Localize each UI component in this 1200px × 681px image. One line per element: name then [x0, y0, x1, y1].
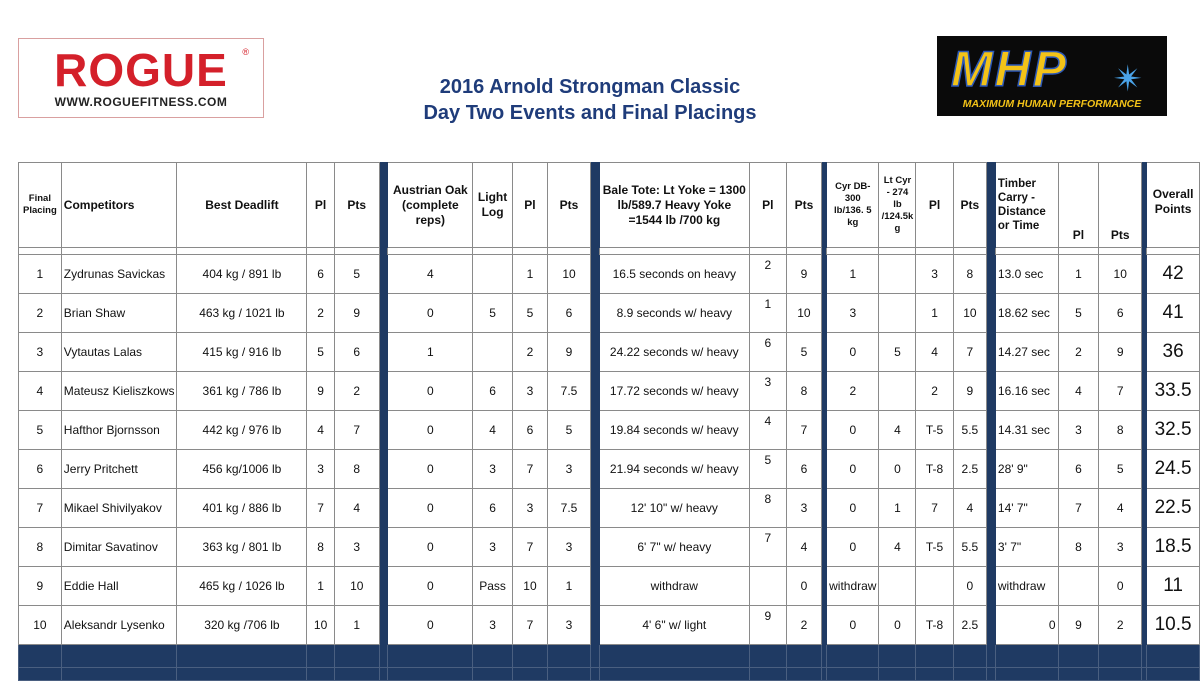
light-log-cell: 3 — [473, 450, 513, 489]
bale-place-cell: 5 — [749, 450, 786, 489]
header-austrian-oak: Austrian Oak (complete reps) — [388, 163, 473, 248]
header-row — [19, 163, 1200, 248]
overall-points-cell: 11 — [1147, 567, 1200, 606]
timber-points-cell: 5 — [1099, 450, 1142, 489]
header-pl-1: Pl — [307, 163, 335, 248]
deadlift-place-cell: 1 — [307, 567, 335, 606]
timber-points-cell: 3 — [1099, 528, 1142, 567]
timber-points-cell: 4 — [1099, 489, 1142, 528]
deadlift-points-cell: 6 — [334, 333, 379, 372]
column-separator — [987, 163, 996, 248]
austrian-oak-cell: 0 — [388, 528, 473, 567]
column-separator — [987, 411, 996, 450]
deadlift-place-cell: 4 — [307, 411, 335, 450]
lt-cyr-cell: 0 — [879, 606, 916, 645]
column-separator — [379, 567, 388, 606]
final-placing-cell: 8 — [19, 528, 62, 567]
timber-place-cell: 2 — [1058, 333, 1099, 372]
column-separator — [987, 606, 996, 645]
cyr-points-cell: 0 — [953, 567, 986, 606]
column-separator — [590, 333, 599, 372]
table-row — [19, 411, 1200, 450]
oak-log-place-cell: 5 — [512, 294, 547, 333]
bale-place-cell — [749, 567, 786, 606]
column-separator — [379, 528, 388, 567]
cyr-place-cell: 7 — [916, 489, 953, 528]
bale-place-cell: 7 — [749, 528, 786, 567]
header-deadlift: Best Deadlift — [177, 163, 307, 248]
column-separator — [590, 411, 599, 450]
header-pts-4: Pts — [953, 163, 986, 248]
column-separator — [379, 606, 388, 645]
final-placing-cell: 6 — [19, 450, 62, 489]
oak-log-place-cell: 7 — [512, 528, 547, 567]
overall-points-cell: 42 — [1147, 255, 1200, 294]
deadlift-cell: 361 kg / 786 lb — [177, 372, 307, 411]
rogue-logo-word: ROGUE — [54, 44, 228, 96]
deadlift-points-cell: 2 — [334, 372, 379, 411]
lt-cyr-cell — [879, 255, 916, 294]
timber-place-cell: 3 — [1058, 411, 1099, 450]
competitor-name-cell: Brian Shaw — [61, 294, 177, 333]
header-pts-1: Pts — [334, 163, 379, 248]
austrian-oak-cell: 0 — [388, 411, 473, 450]
oak-log-points-cell: 3 — [548, 606, 591, 645]
deadlift-cell: 320 kg /706 lb — [177, 606, 307, 645]
oak-log-place-cell: 7 — [512, 606, 547, 645]
timber-points-cell: 8 — [1099, 411, 1142, 450]
cyr-db-cell: 0 — [827, 450, 879, 489]
bale-points-cell: 5 — [786, 333, 821, 372]
competitor-name-cell: Vytautas Lalas — [61, 333, 177, 372]
header-competitors: Competitors — [61, 163, 177, 248]
column-separator — [379, 450, 388, 489]
rogue-logo — [18, 38, 264, 118]
deadlift-cell: 442 kg / 976 lb — [177, 411, 307, 450]
mhp-star-icon: ✴ — [1113, 58, 1144, 99]
cyr-place-cell: T-5 — [916, 528, 953, 567]
table-row — [19, 294, 1200, 333]
light-log-cell: 6 — [473, 372, 513, 411]
column-separator — [987, 255, 996, 294]
overall-points-cell: 18.5 — [1147, 528, 1200, 567]
cyr-points-cell: 2.5 — [953, 606, 986, 645]
competitor-name-cell: Jerry Pritchett — [61, 450, 177, 489]
timber-carry-cell: 3' 7" — [995, 528, 1058, 567]
timber-carry-cell: withdraw — [995, 567, 1058, 606]
column-separator — [987, 333, 996, 372]
cyr-db-cell: 1 — [827, 255, 879, 294]
light-log-cell — [473, 333, 513, 372]
column-separator — [379, 411, 388, 450]
cyr-db-cell: 0 — [827, 333, 879, 372]
timber-points-cell: 6 — [1099, 294, 1142, 333]
oak-log-points-cell: 10 — [548, 255, 591, 294]
cyr-db-cell: withdraw — [827, 567, 879, 606]
bale-tote-cell: 12' 10" w/ heavy — [599, 489, 749, 528]
light-log-cell: 3 — [473, 606, 513, 645]
cyr-place-cell: T-5 — [916, 411, 953, 450]
column-separator — [379, 333, 388, 372]
overall-points-cell: 32.5 — [1147, 411, 1200, 450]
light-log-cell — [473, 255, 513, 294]
column-separator — [987, 294, 996, 333]
deadlift-points-cell: 7 — [334, 411, 379, 450]
bale-tote-cell: 6' 7" w/ heavy — [599, 528, 749, 567]
oak-log-points-cell: 7.5 — [548, 489, 591, 528]
final-placing-cell: 4 — [19, 372, 62, 411]
table-row — [19, 489, 1200, 528]
header-placing: Final Placing — [19, 163, 62, 248]
timber-points-cell: 9 — [1099, 333, 1142, 372]
bale-tote-cell: 8.9 seconds w/ heavy — [599, 294, 749, 333]
timber-carry-cell: 28' 9" — [995, 450, 1058, 489]
oak-log-points-cell: 3 — [548, 528, 591, 567]
timber-place-cell — [1058, 567, 1099, 606]
lt-cyr-cell: 4 — [879, 411, 916, 450]
overall-points-cell: 22.5 — [1147, 489, 1200, 528]
column-separator — [987, 489, 996, 528]
overall-points-cell: 41 — [1147, 294, 1200, 333]
mhp-logo-tagline: MAXIMUM HUMAN PERFORMANCE — [962, 98, 1142, 110]
competitor-name-cell: Hafthor Bjornsson — [61, 411, 177, 450]
deadlift-cell: 401 kg / 886 lb — [177, 489, 307, 528]
timber-carry-cell: 0 — [995, 606, 1058, 645]
light-log-cell: 5 — [473, 294, 513, 333]
oak-log-points-cell: 1 — [548, 567, 591, 606]
cyr-db-cell: 0 — [827, 528, 879, 567]
table-row — [19, 333, 1200, 372]
oak-log-points-cell: 6 — [548, 294, 591, 333]
header-lt-cyr: Lt Cyr - 274 lb /124.5k g — [879, 163, 916, 248]
deadlift-place-cell: 10 — [307, 606, 335, 645]
bale-tote-cell: 16.5 seconds on heavy — [599, 255, 749, 294]
cyr-points-cell: 7 — [953, 333, 986, 372]
lt-cyr-cell: 1 — [879, 489, 916, 528]
mhp-logo — [937, 36, 1167, 116]
column-separator — [987, 372, 996, 411]
light-log-cell: 6 — [473, 489, 513, 528]
cyr-db-cell: 0 — [827, 411, 879, 450]
cyr-db-cell: 3 — [827, 294, 879, 333]
deadlift-points-cell: 9 — [334, 294, 379, 333]
column-separator — [987, 450, 996, 489]
page-title: 2016 Arnold Strongman Classic — [439, 76, 741, 98]
oak-log-place-cell: 3 — [512, 489, 547, 528]
column-separator — [590, 255, 599, 294]
column-separator — [590, 294, 599, 333]
lt-cyr-cell — [879, 567, 916, 606]
oak-log-place-cell: 10 — [512, 567, 547, 606]
bale-place-cell: 2 — [749, 255, 786, 294]
bale-place-cell: 8 — [749, 489, 786, 528]
lt-cyr-cell: 0 — [879, 450, 916, 489]
mhp-logo-word: MHP — [951, 41, 1069, 97]
deadlift-cell: 415 kg / 916 lb — [177, 333, 307, 372]
bale-tote-cell: 19.84 seconds w/ heavy — [599, 411, 749, 450]
cyr-db-cell: 0 — [827, 489, 879, 528]
competitor-name-cell: Zydrunas Savickas — [61, 255, 177, 294]
cyr-db-cell: 2 — [827, 372, 879, 411]
column-separator — [379, 489, 388, 528]
timber-place-cell: 8 — [1058, 528, 1099, 567]
light-log-cell: 3 — [473, 528, 513, 567]
bale-points-cell: 7 — [786, 411, 821, 450]
cyr-points-cell: 5.5 — [953, 411, 986, 450]
timber-place-cell: 9 — [1058, 606, 1099, 645]
overall-points-cell: 10.5 — [1147, 606, 1200, 645]
austrian-oak-cell: 0 — [388, 294, 473, 333]
lt-cyr-cell — [879, 372, 916, 411]
header-overall-points: Overall Points — [1147, 163, 1200, 248]
column-separator — [379, 163, 388, 248]
cyr-points-cell: 2.5 — [953, 450, 986, 489]
deadlift-place-cell: 7 — [307, 489, 335, 528]
timber-points-cell: 2 — [1099, 606, 1142, 645]
header-pts-3: Pts — [786, 163, 821, 248]
timber-place-cell: 7 — [1058, 489, 1099, 528]
bale-points-cell: 0 — [786, 567, 821, 606]
cyr-points-cell: 10 — [953, 294, 986, 333]
final-placing-cell: 2 — [19, 294, 62, 333]
bale-place-cell: 6 — [749, 333, 786, 372]
bale-points-cell: 6 — [786, 450, 821, 489]
deadlift-points-cell: 8 — [334, 450, 379, 489]
oak-log-points-cell: 7.5 — [548, 372, 591, 411]
bale-points-cell: 9 — [786, 255, 821, 294]
cyr-place-cell: 1 — [916, 294, 953, 333]
deadlift-points-cell: 4 — [334, 489, 379, 528]
competitor-name-cell: Mikael Shivilyakov — [61, 489, 177, 528]
timber-place-cell: 6 — [1058, 450, 1099, 489]
results-table — [18, 162, 1200, 681]
column-separator — [590, 606, 599, 645]
bale-tote-cell: 17.72 seconds w/ heavy — [599, 372, 749, 411]
cyr-db-cell: 0 — [827, 606, 879, 645]
header-pts-2: Pts — [548, 163, 591, 248]
bale-tote-cell: withdraw — [599, 567, 749, 606]
column-separator — [987, 567, 996, 606]
competitor-name-cell: Eddie Hall — [61, 567, 177, 606]
bale-tote-cell: 4' 6" w/ light — [599, 606, 749, 645]
deadlift-cell: 456 kg/1006 lb — [177, 450, 307, 489]
deadlift-cell: 363 kg / 801 lb — [177, 528, 307, 567]
cyr-place-cell: T-8 — [916, 450, 953, 489]
table-row — [19, 606, 1200, 645]
cyr-place-cell: 4 — [916, 333, 953, 372]
final-placing-cell: 7 — [19, 489, 62, 528]
cyr-points-cell: 9 — [953, 372, 986, 411]
timber-place-cell: 1 — [1058, 255, 1099, 294]
timber-points-cell: 0 — [1099, 567, 1142, 606]
final-placing-cell: 9 — [19, 567, 62, 606]
timber-carry-cell: 18.62 sec — [995, 294, 1058, 333]
timber-points-cell: 7 — [1099, 372, 1142, 411]
spacer-row — [19, 248, 1200, 255]
deadlift-cell: 463 kg / 1021 lb — [177, 294, 307, 333]
oak-log-place-cell: 3 — [512, 372, 547, 411]
footer-band — [19, 645, 1200, 668]
cyr-place-cell: 3 — [916, 255, 953, 294]
cyr-points-cell: 5.5 — [953, 528, 986, 567]
bale-points-cell: 3 — [786, 489, 821, 528]
timber-carry-cell: 14.31 sec — [995, 411, 1058, 450]
header-timber-carry: Timber Carry - Distance or Time — [995, 163, 1058, 248]
timber-carry-cell: 16.16 sec — [995, 372, 1058, 411]
bale-tote-cell: 21.94 seconds w/ heavy — [599, 450, 749, 489]
final-placing-cell: 1 — [19, 255, 62, 294]
table-row — [19, 528, 1200, 567]
deadlift-place-cell: 6 — [307, 255, 335, 294]
header-bale-tote: Bale Tote: Lt Yoke = 1300 lb/589.7 Heavy Yoke =1544 lb /700 kg — [599, 163, 749, 248]
deadlift-place-cell: 5 — [307, 333, 335, 372]
column-separator — [590, 567, 599, 606]
deadlift-points-cell: 10 — [334, 567, 379, 606]
austrian-oak-cell: 0 — [388, 489, 473, 528]
austrian-oak-cell: 0 — [388, 606, 473, 645]
austrian-oak-cell: 0 — [388, 372, 473, 411]
table-row — [19, 372, 1200, 411]
deadlift-place-cell: 9 — [307, 372, 335, 411]
bale-points-cell: 2 — [786, 606, 821, 645]
oak-log-points-cell: 9 — [548, 333, 591, 372]
competitor-name-cell: Mateusz Kieliszkows — [61, 372, 177, 411]
bale-points-cell: 4 — [786, 528, 821, 567]
austrian-oak-cell: 4 — [388, 255, 473, 294]
oak-log-place-cell: 1 — [512, 255, 547, 294]
bale-place-cell: 1 — [749, 294, 786, 333]
bale-place-cell: 4 — [749, 411, 786, 450]
lt-cyr-cell — [879, 294, 916, 333]
bale-tote-cell: 24.22 seconds w/ heavy — [599, 333, 749, 372]
header-pl-5: Pl — [1058, 163, 1099, 248]
header-pl-3: Pl — [749, 163, 786, 248]
light-log-cell: 4 — [473, 411, 513, 450]
column-separator — [379, 294, 388, 333]
header-pl-4: Pl — [916, 163, 953, 248]
oak-log-points-cell: 3 — [548, 450, 591, 489]
column-separator — [590, 372, 599, 411]
overall-points-cell: 33.5 — [1147, 372, 1200, 411]
lt-cyr-cell: 4 — [879, 528, 916, 567]
austrian-oak-cell: 1 — [388, 333, 473, 372]
timber-carry-cell: 13.0 sec — [995, 255, 1058, 294]
column-separator — [379, 255, 388, 294]
timber-carry-cell: 14.27 sec — [995, 333, 1058, 372]
competitor-name-cell: Dimitar Savatinov — [61, 528, 177, 567]
overall-points-cell: 36 — [1147, 333, 1200, 372]
bale-place-cell: 3 — [749, 372, 786, 411]
deadlift-points-cell: 1 — [334, 606, 379, 645]
timber-place-cell: 5 — [1058, 294, 1099, 333]
page-subtitle: Day Two Events and Final Placings — [423, 102, 757, 124]
cyr-place-cell: T-8 — [916, 606, 953, 645]
deadlift-place-cell: 2 — [307, 294, 335, 333]
bale-points-cell: 10 — [786, 294, 821, 333]
column-separator — [590, 489, 599, 528]
timber-place-cell: 4 — [1058, 372, 1099, 411]
rogue-logo-url: WWW.ROGUEFITNESS.COM — [54, 95, 228, 109]
deadlift-place-cell: 8 — [307, 528, 335, 567]
final-placing-cell: 5 — [19, 411, 62, 450]
oak-log-points-cell: 5 — [548, 411, 591, 450]
deadlift-cell: 404 kg / 891 lb — [177, 255, 307, 294]
cyr-points-cell: 8 — [953, 255, 986, 294]
overall-points-cell: 24.5 — [1147, 450, 1200, 489]
table-row — [19, 255, 1200, 294]
cyr-place-cell: 2 — [916, 372, 953, 411]
header-cyr-db: Cyr DB- 300 lb/136. 5 kg — [827, 163, 879, 248]
bale-points-cell: 8 — [786, 372, 821, 411]
column-separator — [590, 450, 599, 489]
light-log-cell: Pass — [473, 567, 513, 606]
oak-log-place-cell: 6 — [512, 411, 547, 450]
column-separator — [590, 163, 599, 248]
timber-points-cell: 10 — [1099, 255, 1142, 294]
table-row — [19, 567, 1200, 606]
column-separator — [987, 528, 996, 567]
cyr-place-cell — [916, 567, 953, 606]
header-pl-2: Pl — [512, 163, 547, 248]
bale-place-cell: 9 — [749, 606, 786, 645]
final-placing-cell: 3 — [19, 333, 62, 372]
final-placing-cell: 10 — [19, 606, 62, 645]
deadlift-points-cell: 3 — [334, 528, 379, 567]
timber-carry-cell: 14' 7" — [995, 489, 1058, 528]
oak-log-place-cell: 2 — [512, 333, 547, 372]
header-light-log: Light Log — [473, 163, 513, 248]
table-row — [19, 450, 1200, 489]
deadlift-place-cell: 3 — [307, 450, 335, 489]
deadlift-cell: 465 kg / 1026 lb — [177, 567, 307, 606]
column-separator — [590, 528, 599, 567]
austrian-oak-cell: 0 — [388, 450, 473, 489]
lt-cyr-cell: 5 — [879, 333, 916, 372]
oak-log-place-cell: 7 — [512, 450, 547, 489]
competitor-name-cell: Aleksandr Lysenko — [61, 606, 177, 645]
rogue-logo-registered: ® — [242, 47, 249, 57]
header-pts-5: Pts — [1099, 163, 1142, 248]
austrian-oak-cell: 0 — [388, 567, 473, 606]
column-separator — [379, 372, 388, 411]
cyr-points-cell: 4 — [953, 489, 986, 528]
deadlift-points-cell: 5 — [334, 255, 379, 294]
